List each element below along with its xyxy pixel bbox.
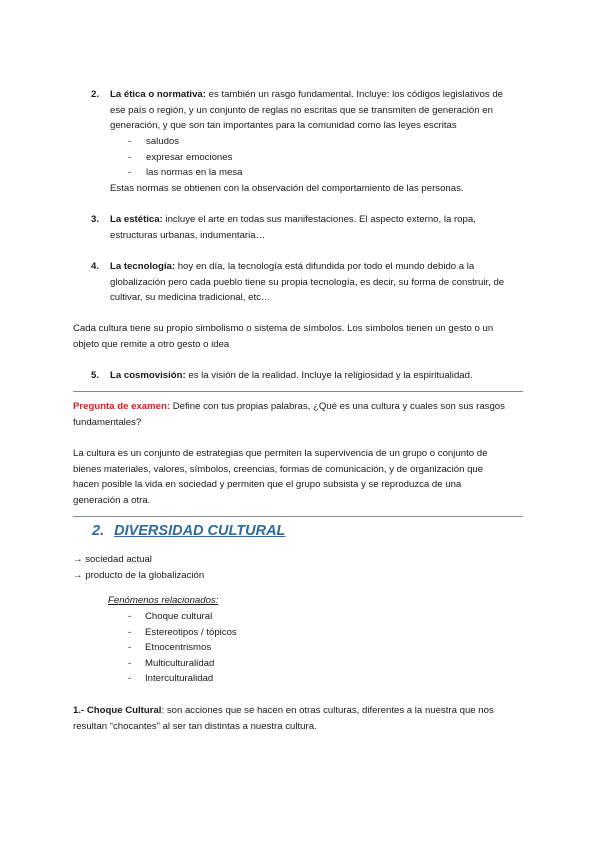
exam-label: Pregunta de examen: bbox=[73, 401, 171, 412]
list-number: 2. bbox=[91, 89, 100, 100]
section-heading bbox=[92, 524, 285, 540]
list-number: 3. bbox=[91, 214, 100, 225]
paragraph-simbolismo: Cada cultura tiene su propio simbolismo o sistema de símbolos. Los símbolos tienen un gesto o un objeto que remite a otro gesto o idea bbox=[73, 323, 494, 350]
term-label: 1.- Choque Cultural bbox=[73, 705, 162, 716]
bullet-dash: - bbox=[128, 167, 132, 178]
horizontal-rule bbox=[73, 391, 523, 392]
sublist-item: expresar emociones bbox=[146, 152, 233, 163]
list-item-line: globalización pero cada pueblo tiene su propia tecnología, es decir, su forma de construir, de bbox=[110, 276, 505, 288]
fenomeno-item: Choque cultural bbox=[145, 611, 213, 622]
list-item-line: cultivar, su medicina tradicional, etc… bbox=[110, 292, 271, 304]
bullet-dash: - bbox=[128, 642, 132, 653]
list-number: 4. bbox=[91, 261, 100, 272]
arrow-item: → producto de la globalización bbox=[73, 569, 205, 581]
bullet-dash: - bbox=[128, 627, 132, 638]
list-item-line: hoy en día, la tecnología está difundida por todo el mundo debido a la bbox=[175, 261, 475, 272]
term-label: La estética: bbox=[110, 214, 163, 225]
arrow-item: → sociedad actual bbox=[73, 554, 152, 565]
fenomeno-item: Etnocentrismos bbox=[145, 642, 212, 653]
bullet-dash: - bbox=[128, 136, 132, 147]
bullet-dash: - bbox=[128, 152, 132, 163]
section-title: DIVERSIDAD CULTURAL bbox=[114, 523, 286, 539]
term-label: La ética o normativa: bbox=[110, 89, 206, 100]
term-label: La cosmovisión: bbox=[110, 370, 186, 381]
list-number: 5. bbox=[91, 370, 100, 381]
list-item-tecnologia bbox=[110, 259, 504, 306]
bullet-dash: - bbox=[128, 658, 132, 669]
exam-answer: La cultura es un conjunto de estrategias que permiten la supervivencia de un grupo o conjunto de bienes materiales, valores, símbolos, creencias, formas de comunicación, y de organización que hacen posible la vida en sociedad y permiten que el grupo subsista y se reproduzca de una generación a otra. bbox=[73, 448, 488, 506]
fenomenos-label: Fenómenos relacionados: bbox=[108, 595, 219, 606]
list-item-cosmovision: La cosmovisión: es la visión de la realidad. Incluye la religiosidad y la espiritualidad. bbox=[110, 370, 473, 381]
term-label: La tecnología: bbox=[110, 261, 176, 272]
bullet-dash: - bbox=[128, 673, 132, 684]
sublist-item: saludos bbox=[146, 136, 180, 147]
arrow-list bbox=[73, 552, 204, 583]
exam-question: Pregunta de examen: Define con tus propias palabras, ¿Qué es una cultura y cuales son sus rasgos fundamentales? bbox=[73, 401, 505, 428]
section-number: 2. bbox=[92, 523, 105, 539]
fenomeno-item: Estereotipos / tópicos bbox=[145, 627, 237, 638]
horizontal-rule bbox=[73, 516, 523, 517]
sublist-item: las normas en la mesa bbox=[146, 167, 243, 178]
choque-cultural-paragraph: 1.- Choque Cultural: son acciones que se hacen en otras culturas, diferentes a la nuestra que nos resultan “chocantes” al ser tan distintas a nuestra cultura. bbox=[73, 705, 494, 732]
fenomeno-item: Interculturalidad bbox=[145, 673, 214, 684]
bullet-dash: - bbox=[128, 611, 132, 622]
list-item-etica: La ética o normativa: es también un rasgo fundamental. Incluye: los códigos legislativos de ese país o región, y un conjunto de reglas no escritas que se transmiten de generación en generación, y que son tan importantes para la comunidad como las leyes escritas bbox=[110, 89, 504, 132]
paragraph-text: Estas normas se obtienen con la observación del comportamiento de las personas. bbox=[110, 183, 464, 194]
list-item-estetica: La estética: incluye el arte en todas sus manifestaciones. El aspecto externo, la ropa, estructuras urbanas, indumentaria… bbox=[110, 214, 476, 241]
fenomeno-item: Multiculturalidad bbox=[145, 658, 215, 669]
